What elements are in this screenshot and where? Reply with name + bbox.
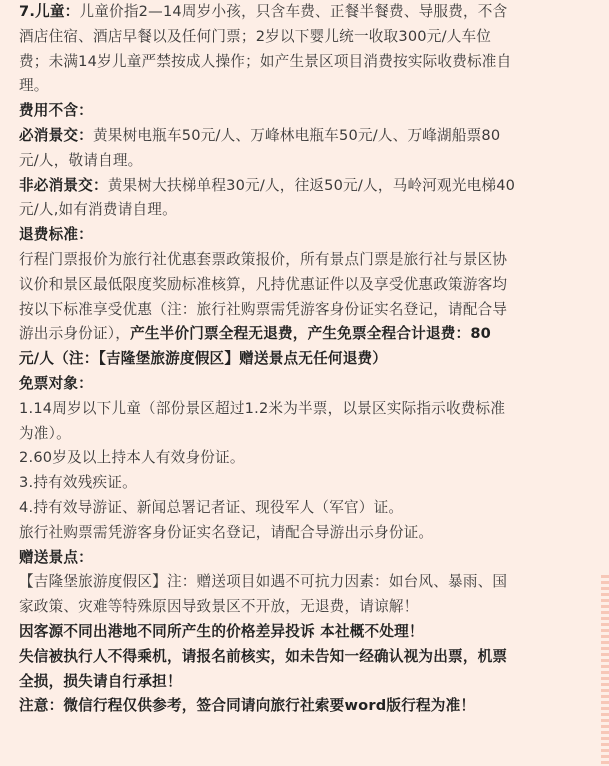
text-line (19, 372, 591, 397)
text-line (19, 25, 591, 50)
text-line (19, 422, 591, 447)
itinerary-notes (19, 0, 591, 719)
text-line (19, 50, 591, 75)
text-line (19, 174, 591, 199)
bold-text: 元/人（注：【吉隆堡旅游度假区】赠送景点无任何退费） (19, 350, 388, 368)
text-line (19, 645, 591, 670)
body-text: 3.持有效残疾证。 (19, 474, 137, 492)
text-line (19, 546, 591, 571)
text-line (19, 496, 591, 521)
text-line (19, 74, 591, 99)
text-line (19, 223, 591, 248)
body-text: 1.14周岁以下儿童（部份景区超过1.2米为半票，以景区实际指示收费标准 (19, 399, 506, 417)
bold-text: 7.儿童： (19, 3, 80, 20)
body-text: 【吉隆堡旅游度假区】注：赠送项目如遇不可抗力因素：如台风、暴雨、国 (19, 573, 508, 591)
body-text: 2.60岁及以上持本人有效身份证。 (19, 449, 245, 467)
bold-text: 全损，损失请自行承担！ (19, 672, 182, 690)
text-line (19, 620, 591, 645)
text-line (19, 347, 591, 372)
text-line (19, 124, 591, 149)
bold-text: 注意：微信行程仅供参考，签合同请向旅行社索要word版行程为准！ (19, 697, 476, 715)
text-line (19, 99, 591, 124)
body-text: 酒店住宿、酒店早餐以及任何门票；2岁以下婴儿统一收取300元/人车位 (19, 27, 492, 45)
body-text: 理。 (19, 77, 49, 95)
body-text: 按以下标准享受优惠（注：旅行社购票需凭游客身份证实名登记，请配合导 (19, 300, 508, 318)
body-text: 元/人，敬请自理。 (19, 151, 143, 169)
body-text: 黄果树大扶梯单程30元/人，往返50元/人，马岭河观光电梯40 (107, 176, 516, 194)
body-text: 儿童价指2—14周岁小孩，只含车费、正餐半餐费、导服费，不含 (79, 3, 508, 20)
text-line (19, 446, 591, 471)
text-line (19, 322, 591, 347)
bold-text: 退费标准： (19, 226, 93, 244)
body-text: 费；未满14岁儿童严禁按成人操作；如产生景区项目消费按实际收费标准自 (19, 52, 512, 70)
bold-text: 产生半价门票全程无退费，产生免票全程合计退费：80 (130, 325, 492, 343)
bold-text: 赠送景点： (19, 548, 93, 566)
body-text: 游出示身份证）， (19, 325, 131, 343)
text-line (19, 149, 591, 174)
text-line (19, 0, 591, 25)
text-line (19, 521, 591, 546)
body-text: 4.持有效导游证、新闻总署记者证、现役军人（军官）证。 (19, 498, 404, 516)
body-text: 行程门票报价为旅行社优惠套票政策报价，所有景点门票是旅行社与景区协 (19, 250, 508, 268)
bold-text: 费用不含： (19, 102, 93, 120)
text-line (19, 397, 591, 422)
text-line (19, 471, 591, 496)
bold-text: 非必消景交： (19, 176, 108, 194)
body-text: 家政策、灾难等特殊原因导致景区不开放，无退费，请谅解！ (19, 598, 419, 616)
text-line (19, 198, 591, 223)
text-line (19, 298, 591, 323)
text-line (19, 670, 591, 695)
bold-text: 因客源不同出港地不同所产生的价格差异投诉 本社概不处理！ (19, 622, 424, 640)
text-line (19, 694, 591, 719)
bold-text: 免票对象： (19, 374, 93, 392)
text-line (19, 570, 591, 595)
body-text: 为准）。 (19, 424, 71, 442)
decorative-edge (601, 575, 609, 766)
bold-text: 失信被执行人不得乘机，请报名前核实，如未告知一经确认视为出票，机票 (19, 647, 508, 665)
body-text: 议价和景区最低限度奖励标准核算，凡持优惠证件以及享受优惠政策游客均 (19, 275, 508, 293)
body-text: 黄果树电瓶车50元/人、万峰林电瓶车50元/人、万峰湖船票80 (92, 126, 501, 144)
text-line (19, 248, 591, 273)
text-line (19, 273, 591, 298)
body-text: 旅行社购票需凭游客身份证实名登记，请配合导游出示身份证。 (19, 523, 434, 541)
text-line (19, 595, 591, 620)
bold-text: 必消景交： (19, 126, 93, 144)
body-text: 元/人,如有消费请自理。 (19, 201, 177, 219)
